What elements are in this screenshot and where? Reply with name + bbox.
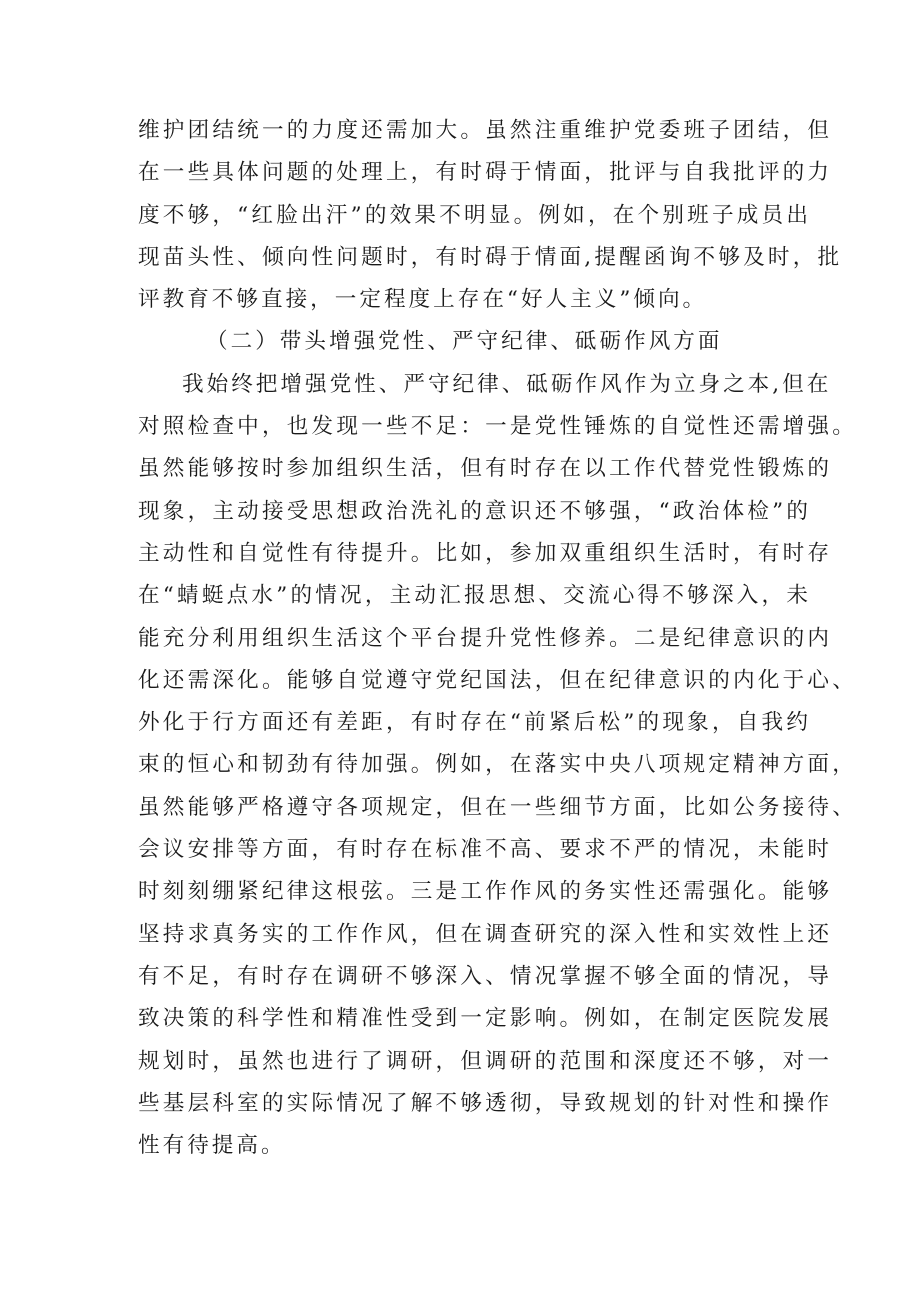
text-line: 性有待提高。	[138, 1133, 286, 1159]
text-line: 化还需深化。能够自觉遵守党纪国法，但在纪律意识的内化于心、	[138, 667, 858, 693]
text-line: 主动性和自觉性有待提升。比如，参加双重组织生活时，有时存	[138, 540, 833, 566]
text-line: 我始终把增强党性、严守纪律、砥砺作风作为立身之本,但在	[182, 371, 832, 397]
text-line: 在“蜻蜓点水”的情况，主动汇报思想、交流心得不够深入，未	[138, 583, 812, 609]
text-line: 有不足，有时存在调研不够深入、情况掌握不够全面的情况，导	[138, 963, 833, 989]
text-line: 时刻刻绷紧纪律这根弦。三是工作作风的务实性还需强化。能够	[138, 879, 833, 905]
text-line: 现象，主动接受思想政治洗礼的意识还不够强，“政治体检”的	[138, 498, 812, 524]
text-line: 束的恒心和韧劲有待加强。例如，在落实中央八项规定精神方面，	[138, 752, 858, 778]
text-line: 维护团结统一的力度还需加大。虽然注重维护党委班子团结，但	[138, 118, 833, 143]
text-line: 对照检查中，也发现一些不足：一是党性锤炼的自觉性还需增强。	[138, 414, 858, 440]
text-line: 些基层科室的实际情况了解不够透彻，导致规划的针对性和操作	[138, 1090, 833, 1116]
section-heading: （二）带头增强党性、严守纪律、砥砺作风方面	[206, 329, 723, 355]
text-line: 会议安排等方面，有时存在标准不高、要求不严的情况，未能时	[138, 837, 833, 863]
text-line: 评教育不够直接，一定程度上存在“好人主义”倾向。	[138, 287, 708, 313]
text-line: 规划时，虽然也进行了调研，但调研的范围和深度还不够，对一	[138, 1048, 833, 1074]
body-text	[138, 110, 858, 1167]
text-line: 坚持求真务实的工作作风，但在调查研究的深入性和实效性上还	[138, 921, 833, 947]
text-line: 外化于行方面还有差距，有时存在“前紧后松”的现象，自我约	[138, 710, 812, 736]
text-line: 虽然能够按时参加组织生活，但有时存在以工作代替党性锻炼的	[138, 456, 833, 482]
text-line: 致决策的科学性和精准性受到一定影响。例如，在制定医院发展	[138, 1006, 833, 1032]
text-line: 在一些具体问题的处理上，有时碍于情面，批评与自我批评的力	[138, 160, 833, 186]
text-line: 能充分利用组织生活这个平台提升党性修养。二是纪律意识的内	[138, 625, 833, 651]
text-line: 现苗头性、倾向性问题时，有时碍于情面,提醒函询不够及时，批	[138, 244, 843, 270]
text-line: 虽然能够严格遵守各项规定，但在一些细节方面，比如公务接待、	[138, 794, 858, 820]
text-line: 度不够，“红脸出汗”的效果不明显。例如，在个别班子成员出	[138, 202, 812, 228]
